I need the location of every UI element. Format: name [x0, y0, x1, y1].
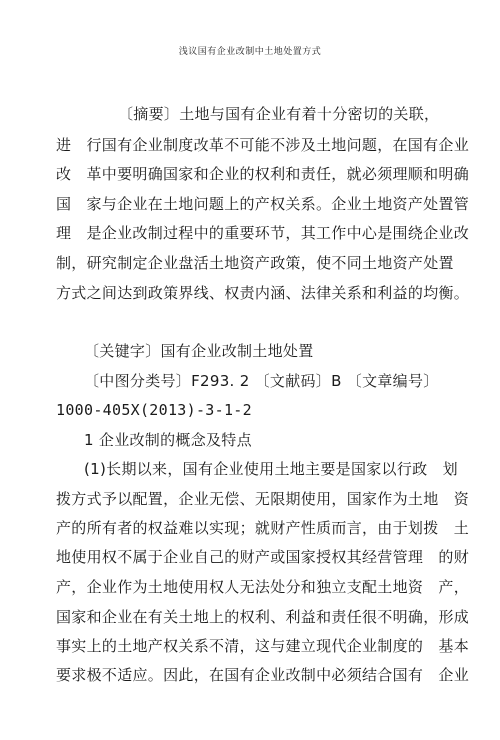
body-line: 产，企业作为土地使用权人无法处分和独立支配土地资 产， — [56, 578, 470, 596]
body-line: 产的所有者的权益难以实现；就财产性质而言，由于划拨 土 — [56, 519, 470, 537]
document-title: 浅议国有企业改制中土地处置方式 — [178, 47, 322, 57]
body-line: 事实上的土地产权关系不清，这与建立现代企业制度的 基本 — [56, 637, 470, 655]
article-number: 1000-405X(2013)-3-1-2 — [56, 401, 252, 419]
body-line: 国家和企业在有关土地上的权利、利益和责任很不明确，形成 — [56, 608, 470, 626]
body-line: 拨方式予以配置，企业无偿、无限期使用，国家作为土地 资 — [56, 490, 470, 508]
keywords-line: 〔关键字〕国有企业改制土地处置 — [84, 342, 314, 360]
abstract-line: 国 家与企业在土地问题上的产权关系。企业土地资产处置管 — [56, 195, 470, 213]
abstract-line: 〔摘要〕土地与国有企业有着十分密切的关联， — [118, 105, 440, 123]
abstract-line: 理 是企业改制过程中的重要环节，其工作中心是围绕企业改 — [56, 224, 470, 242]
section-heading: 1 企业改制的概念及特点 — [84, 431, 252, 449]
body-line: 要求极不适应。因此，在国有企业改制中必须结合国有 企业 — [56, 666, 470, 684]
body-line: 地使用权不属于企业自己的财产或国家授权其经营管理 的财 — [56, 548, 470, 566]
abstract-line: 改 革中要明确国家和企业的权利和责任，就必须理顺和明确 — [56, 165, 470, 183]
abstract-line: 方式之间达到政策界线、权责内涵、法律关系和利益的均衡。 — [56, 284, 470, 302]
classification-line: 〔中图分类号〕F293. 2 〔文献码〕B 〔文章编号〕 — [84, 372, 439, 390]
body-line: (1)长期以来，国有企业使用土地主要是国家以行政 划 — [84, 460, 458, 478]
abstract-line: 进 行国有企业制度改革不可能不涉及土地问题，在国有企业 — [56, 136, 470, 154]
abstract-line: 制，研究制定企业盘活土地资产政策，使不同土地资产处置 — [56, 254, 454, 272]
